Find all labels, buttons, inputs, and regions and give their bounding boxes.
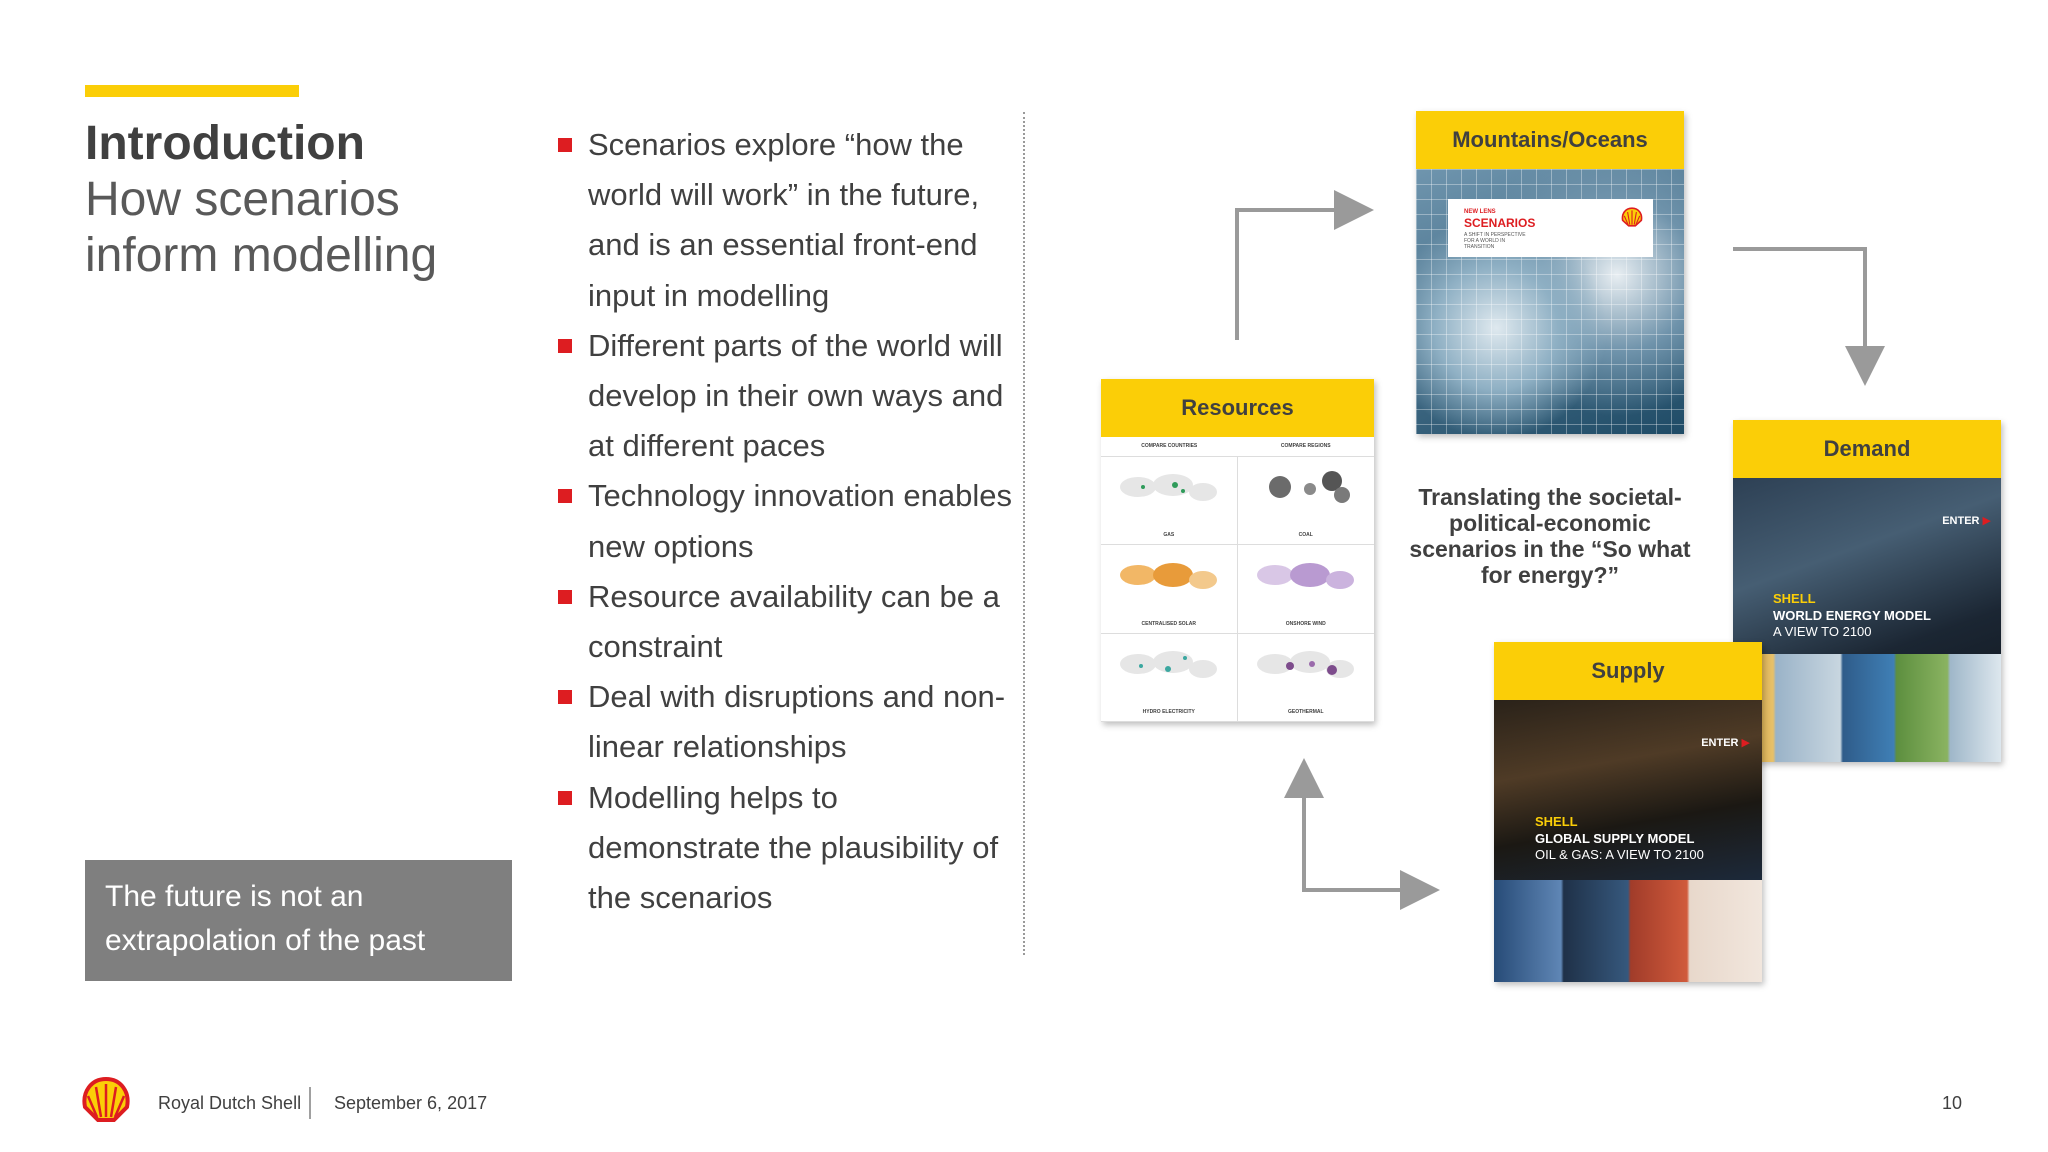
world-energy-model-cover [1733,478,2001,762]
resources-maps-grid [1101,437,1374,722]
slide-subtitle: How scenarios inform modelling [85,173,438,282]
supply-brand: SHELL [1535,814,1578,829]
cover-kicker: NEW LENS [1464,209,1496,215]
demand-enter-label: ENTER ▶ [1942,515,1991,527]
map-coal [1238,457,1375,545]
demand-model-subtitle: A VIEW TO 2100 [1773,624,1872,639]
callout-box: The future is not an extrapolation of the past [85,860,512,981]
arrow-resources-to-mountains [1237,210,1366,340]
supply-photo-strip [1494,880,1762,982]
map-geothermal [1238,634,1375,722]
world-map-icon [1113,467,1223,512]
card-demand-label: Demand [1733,420,2001,478]
supply-model-title: GLOBAL SUPPLY MODEL [1535,831,1695,846]
slide-title: Introduction [85,117,365,170]
bullet-text: Resource availability can be a constraint [588,578,1000,665]
compare-regions-header: COMPARE REGIONS [1238,437,1375,457]
shell-logo-icon [80,1076,132,1122]
cover-title: SCENARIOS [1464,216,1536,230]
scenarios-cover-image [1416,169,1684,434]
supply-enter-label: ENTER ▶ [1701,737,1750,749]
map-caption: HYDRO ELECTRICITY [1142,709,1195,715]
world-map-icon [1113,555,1223,600]
world-map-icon [1113,644,1223,689]
map-onshore-wind [1238,545,1375,633]
card-supply-label: Supply [1494,642,1762,700]
map-caption: COAL [1298,532,1313,539]
bullet-text: Scenarios explore “how the world will work” in the future, and is an essential front-end input in modelling [588,127,980,313]
card-resources [1101,379,1374,722]
card-demand [1733,420,2001,762]
arrow-mountains-to-demand [1733,249,1865,378]
page-number: 10 [1942,1093,1963,1113]
arrow-supply-resources [1304,766,1434,890]
world-map-icon [1250,467,1360,512]
demand-brand: SHELL [1773,591,1816,606]
world-map-icon [1250,555,1360,600]
world-map-icon [1250,644,1360,689]
compare-countries-header: COMPARE COUNTRIES [1101,437,1238,457]
map-gas [1101,457,1238,545]
map-hydro-electricity [1101,634,1238,722]
card-mountains-label: Mountains/Oceans [1416,111,1684,169]
footer-date: September 6, 2017 [334,1093,488,1113]
scenarios-cover-label [1448,199,1653,257]
footer-separator [309,1087,311,1119]
card-supply [1494,642,1762,982]
supply-model-subtitle: OIL & GAS: A VIEW TO 2100 [1535,847,1704,862]
bullet-text: Modelling helps to demonstrate the plausibility of the scenarios [588,779,999,916]
bullet-text: Deal with disruptions and non-linear relationships [588,679,1006,765]
card-resources-label: Resources [1101,379,1374,437]
bullet-text: Technology innovation enables new options [588,478,1012,564]
demand-model-title: WORLD ENERGY MODEL [1773,608,1931,623]
card-mountains-oceans [1416,111,1684,434]
demand-photo-strip [1733,654,2001,762]
bullet-text: Different parts of the world will develop in their own ways and at different paces [588,327,1004,464]
map-caption: ONSHORE WIND [1285,620,1326,627]
footer-company: Royal Dutch Shell [158,1093,302,1113]
cover-subtitle: A SHIFT IN PERSPECTIVE FOR A WORLD IN TRANSITION [1464,232,1526,250]
map-caption: GEOTHERMAL [1287,709,1324,715]
translating-caption: Translating the societal-political-economic scenarios in the “So what for energy?” [1409,484,1691,588]
map-caption: GAS [1163,532,1175,539]
shell-logo-icon [1621,207,1643,227]
map-centralised-solar [1101,545,1238,633]
map-caption: CENTRALISED SOLAR [1141,620,1196,627]
global-supply-model-cover [1494,700,1762,982]
